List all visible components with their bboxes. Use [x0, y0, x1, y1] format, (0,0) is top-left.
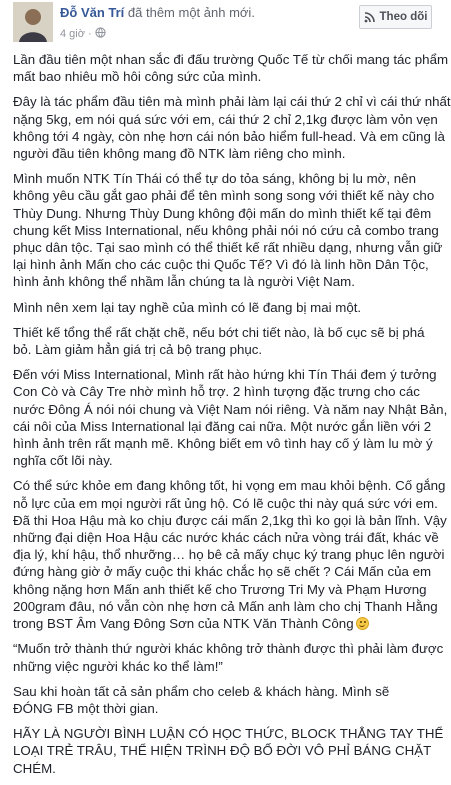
- post-text-line: không nặng hơn Mấn anh thiết kế cho Trương Tri My và Phạm Hương: [13, 581, 427, 597]
- post-meta: [60, 27, 106, 41]
- post-text-line: Mình nên xem lại tay nghề của mình có lẽ đang bị mai một.: [13, 299, 362, 315]
- post-text-line: Đây là tác phẩm đầu tiên mà mình phải làm lại cái thứ 2 chỉ vì cái thứ nhất: [13, 94, 451, 110]
- post-text-line: bỏ. Làm giảm hẳn giá trị cả bộ trang phục.: [13, 342, 263, 358]
- post-text-line: Đã thi Hoa Hậu mà ko chịu được cái mấn 2,1kg thì ko gọi là bản lĩnh. Vậy: [13, 512, 447, 528]
- post-text-line: 200gram đâu, nó vẫn còn nhẹ hơn cả Mấn anh làm cho chị Thanh Hằng: [13, 598, 438, 614]
- post-text-line: HÃY LÀ NGƯỜI BÌNH LUẬN CÓ HỌC THỨC, BLOCK THẲNG TAY THỂ: [13, 726, 444, 742]
- post-action-text: đã thêm một ảnh mới.: [124, 5, 255, 20]
- post-paragraph: [13, 299, 443, 316]
- author-name-link[interactable]: Đỗ Văn Trí: [60, 5, 125, 20]
- post-text-line: Con Cò và Cây Tre nhờ mình hỗ trợ. 2 hình tượng đặc trưng cho các: [13, 384, 420, 400]
- post-text-line: mất bao nhiêu mồ hôi công sức của mình.: [13, 69, 262, 85]
- follow-button-label: Theo dõi: [379, 11, 428, 23]
- post-text-line: Sau khi hoàn tất cả sản phẩm cho celeb & khách hàng. Mình sẽ: [13, 683, 390, 699]
- post-text-line: nghĩa cốt lõi này.: [13, 453, 113, 469]
- author-avatar[interactable]: [13, 2, 53, 42]
- post-timestamp[interactable]: 4 giờ: [60, 28, 85, 40]
- post-text-line: nước Đông Á nói nói chung và Việt Nam nói riêng. Và năm nay Nhật Bản,: [13, 401, 448, 417]
- post-text-line: nặng 5kg, em nói quá sức với em, cái thứ 2 chỉ 2,1kg được làm vỏn vẹn: [13, 111, 438, 127]
- post-text-line: phục dân tộc. Tại sao mình có thể thiết kế rất nhiều dạng, nhưng vẫn giữ: [13, 240, 443, 256]
- post-text-line: LOẠI TRẺ TRÂU, THỂ HIỆN TRÌNH ĐỘ BỐ ĐỜI VÔ PHỈ BÁNG CHẶT: [13, 743, 432, 759]
- post-paragraph: [13, 366, 448, 469]
- post-header: [0, 0, 450, 44]
- post-text-line: Đến với Miss International, Mình rất hào hứng khi Tín Thái đem ý tưởng: [13, 367, 437, 383]
- post-text-line: Có thể sức khỏe em đang không tốt, hi vọng em mau khỏi bệnh. Cố gắng: [13, 478, 446, 494]
- post-text-line: không tới 4 ngày, còn nhẹ hơn cái nón bảo hiểm full-head. Và em cũng là: [13, 128, 445, 144]
- globe-icon[interactable]: [95, 27, 106, 41]
- post-paragraph: [13, 477, 447, 632]
- post-text-line: nỗ lực của em mọi người rất ủng hộ. Có lẽ cuộc thi này quá sức với em.: [13, 495, 438, 511]
- post-text-line: Thiết kế tổng thể rất chặt chẽ, nếu bớt chi tiết nào, là bố cục sẽ bị phá: [13, 324, 425, 340]
- post-text-line: “Muốn trở thành thứ người khác không trở thành được thì phải làm được: [13, 641, 444, 657]
- post-text-line: cái nôi của Miss International lại đăng cai nữa. Một nước gắn liền với 2: [13, 418, 432, 434]
- post-paragraph: [13, 640, 443, 674]
- post-text-line: hình ảnh trên rất mạnh mẽ. Không biết em vô tình hay cố ý làm lu mờ ý: [13, 436, 433, 452]
- post-text-line: CHÉM.: [13, 760, 56, 776]
- avatar-photo-icon: [13, 2, 53, 42]
- post-text-line: trong BST Âm Vang Đông Sơn của NTK Văn Thành Công: [13, 615, 443, 632]
- post-text-line: không yêu cầu gắt gao phải để tên mình song song với thiết kế này cho: [13, 188, 435, 204]
- post-text-line: hình ảnh không thể nhầm lẫn chúng ta là người Việt Nam.: [13, 274, 355, 290]
- post-paragraph: [13, 51, 449, 85]
- post-text-line: người đầu tiên không mang đồ NTK làm riêng cho mình.: [13, 146, 346, 162]
- post-text-line: Lần đầu tiên một nhan sắc đi đấu trường Quốc Tế từ chối mang tác phẩm: [13, 52, 449, 67]
- post-text: [13, 51, 451, 785]
- post-text-line: những đại diện Hoa Hậu các nước khác cách nửa vòng trái đất, khác về: [13, 530, 439, 546]
- post-text-line: đứng hàng giờ ở mấy cuộc thi khác chắc họ sẽ chết ? Cái Mấn của em: [13, 564, 432, 580]
- rss-icon: [364, 11, 376, 23]
- post-text-line: lại hình ảnh Mấn cho các cuộc thi Quốc Tế? Vì đó là linh hồn Dân Tộc,: [13, 257, 429, 273]
- post-text-line: Mình muốn NTK Tín Thái có thể tự do tỏa sáng, không bị lu mờ, nên: [13, 171, 416, 187]
- post-paragraph: [13, 683, 443, 717]
- author-line: [60, 5, 255, 20]
- post-text-line: chung kết Miss International, nếu không phải nói nó cứu cả combo trang: [13, 222, 439, 238]
- post-paragraph: [13, 170, 443, 290]
- meta-separator: ·: [87, 28, 92, 40]
- post-text-line: địa lý, khí hậu, thổ nhưỡng… họ bê cả mấy chục ký trang phục lên người: [13, 547, 445, 563]
- post-paragraph: [13, 725, 443, 777]
- follow-button[interactable]: [359, 5, 432, 29]
- post-text-line: Thùy Dung. Nhưng Thùy Dung không đội mấn do mình thiết kế tại đêm: [13, 205, 432, 221]
- post-text-line: ĐÓNG FB một thời gian.: [13, 700, 159, 716]
- post-paragraph: [13, 93, 451, 162]
- smiley-emoji-icon: [356, 617, 369, 630]
- post-text-line: những việc người khác ko thể làm!”: [13, 658, 223, 674]
- post-paragraph: [13, 324, 443, 358]
